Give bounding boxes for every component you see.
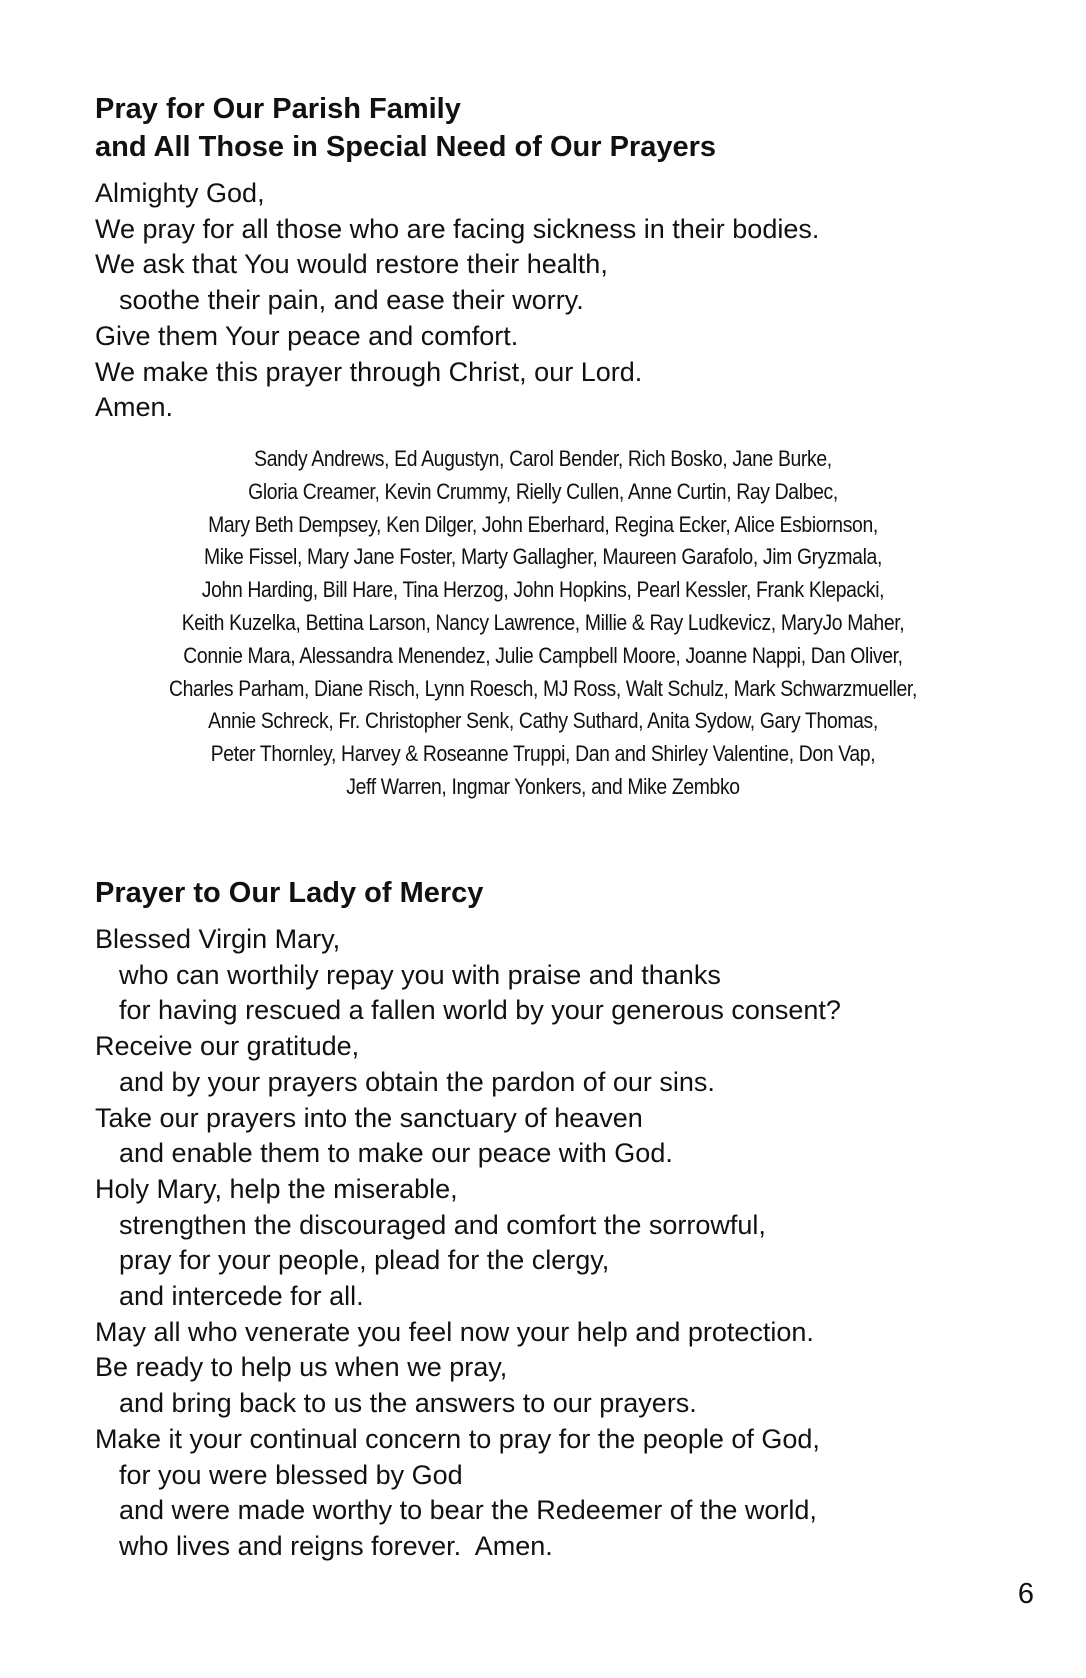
parish-family-heading bbox=[95, 90, 1046, 166]
names-line: John Harding, Bill Hare, Tina Herzog, John Hopkins, Pearl Kessler, Frank Klepacki, bbox=[201, 577, 885, 603]
names-line: Charles Parham, Diane Risch, Lynn Roesch, MJ Ross, Walt Schulz, Mark Schwarzmueller, bbox=[169, 675, 917, 701]
prayer-line: Receive our gratitude, bbox=[95, 1031, 360, 1062]
prayer-line: soothe their pain, and ease their worry. bbox=[119, 285, 584, 316]
names-line: Sandy Andrews, Ed Augustyn, Carol Bender, Rich Bosko, Jane Burke, bbox=[254, 446, 832, 471]
lady-of-mercy-prayer-text bbox=[95, 922, 1046, 1565]
prayer-line: who can worthily repay you with praise and thanks bbox=[119, 959, 721, 990]
prayer-line: We make this prayer through Christ, our Lord. bbox=[95, 356, 643, 387]
prayer-line: and bring back to us the answers to our prayers. bbox=[119, 1388, 697, 1419]
lady-of-mercy-prayer-section bbox=[95, 874, 1046, 1565]
prayer-line: who lives and reigns forever. Amen. bbox=[119, 1530, 553, 1561]
prayer-line: and intercede for all. bbox=[119, 1281, 364, 1312]
names-line: Annie Schreck, Fr. Christopher Senk, Cathy Suthard, Anita Sydow, Gary Thomas, bbox=[208, 708, 878, 734]
prayer-line: for having rescued a fallen world by your generous consent? bbox=[119, 995, 841, 1026]
heading-line: Pray for Our Parish Family bbox=[95, 93, 461, 125]
prayer-line: and by your prayers obtain the pardon of our sins. bbox=[119, 1066, 715, 1097]
names-line: Jeff Warren, Ingmar Yonkers, and Mike Zembko bbox=[346, 773, 740, 799]
prayer-line: Almighty God, bbox=[95, 178, 265, 208]
prayer-line: strengthen the discouraged and comfort the sorrowful, bbox=[119, 1209, 766, 1240]
parish-family-prayer-text bbox=[95, 176, 1046, 426]
parish-family-prayer-section bbox=[95, 90, 1046, 426]
prayer-line: May all who venerate you feel now your help and protection. bbox=[95, 1316, 814, 1347]
names-line: Keith Kuzelka, Bettina Larson, Nancy Lawrence, Millie & Ray Ludkevicz, MaryJo Maher, bbox=[181, 609, 905, 635]
page-number: 6 bbox=[1017, 1578, 1034, 1610]
prayer-line: We ask that You would restore their health, bbox=[95, 249, 608, 280]
prayer-line: Blessed Virgin Mary, bbox=[95, 924, 341, 954]
prayer-line: Be ready to help us when we pray, bbox=[95, 1352, 508, 1383]
names-line: Mike Fissel, Mary Jane Foster, Marty Gallagher, Maureen Garafolo, Jim Gryzmala, bbox=[204, 544, 882, 570]
prayer-line: pray for your people, plead for the clergy, bbox=[119, 1245, 610, 1276]
names-line: Gloria Creamer, Kevin Crummy, Rielly Cullen, Anne Curtin, Ray Dalbec, bbox=[248, 478, 838, 504]
names-line: Mary Beth Dempsey, Ken Dilger, John Eberhard, Regina Ecker, Alice Esbiornson, bbox=[208, 511, 878, 537]
prayer-line: Amen. bbox=[95, 392, 174, 423]
lady-of-mercy-heading: Prayer to Our Lady of Mercy bbox=[95, 877, 484, 909]
prayer-line: Holy Mary, help the miserable, bbox=[95, 1173, 458, 1204]
prayer-line: and were made worthy to bear the Redeemer of the world, bbox=[119, 1495, 817, 1526]
names-line: Connie Mara, Alessandra Menendez, Julie Campbell Moore, Joanne Nappi, Dan Oliver, bbox=[183, 642, 903, 668]
prayer-line: and enable them to make our peace with God. bbox=[119, 1138, 673, 1169]
prayer-line: Give them Your peace and comfort. bbox=[95, 320, 519, 351]
heading-line: and All Those in Special Need of Our Prayers bbox=[95, 131, 716, 163]
names-line: Peter Thornley, Harvey & Roseanne Truppi, Dan and Shirley Valentine, Don Vap, bbox=[210, 741, 876, 767]
prayer-line: Take our prayers into the sanctuary of heaven bbox=[95, 1102, 643, 1133]
prayer-line: We pray for all those who are facing sickness in their bodies. bbox=[95, 213, 820, 244]
prayer-line: Make it your continual concern to pray for the people of God, bbox=[95, 1423, 820, 1454]
prayer-line: for you were blessed by God bbox=[119, 1459, 463, 1490]
prayer-names-list bbox=[100, 443, 985, 804]
